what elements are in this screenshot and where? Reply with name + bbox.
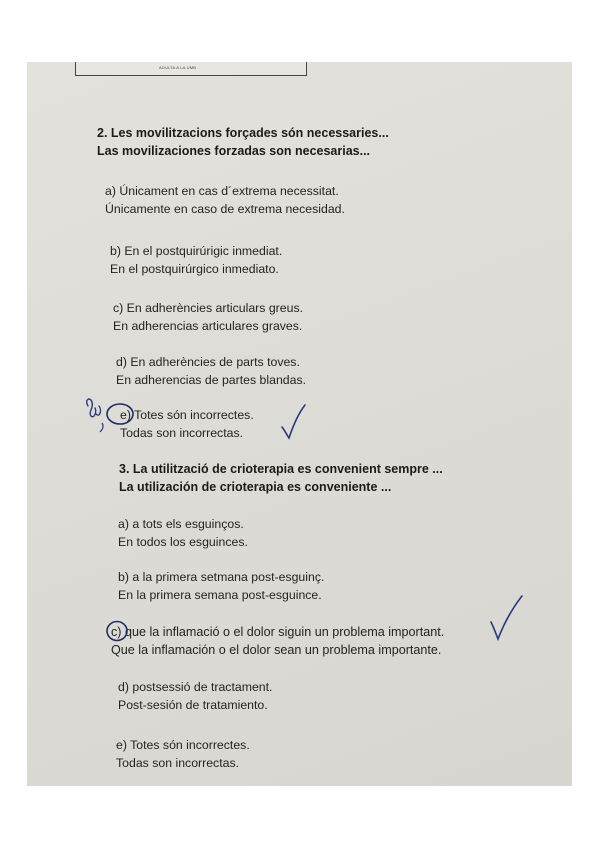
q3-option-d [118, 678, 272, 714]
q2-option-c [113, 299, 303, 335]
question-3-title-ca: 3. La utilització de crioterapia es convenient sempre ... [119, 462, 443, 476]
q3-option-a-es: En todos los esguinces. [118, 535, 248, 549]
q3-answer-circle [105, 619, 129, 643]
q2-option-a-es: Únicamente en caso de extrema necesidad. [105, 202, 345, 216]
q3-option-a-ca: a) a tots els esguinços. [118, 517, 244, 531]
q2-option-c-es: En adherencias articulares graves. [113, 319, 303, 333]
q3-option-e-es: Todas son incorrectas. [116, 756, 240, 770]
q2-option-d-es: En adherencias de partes blandas. [116, 373, 307, 387]
q2-option-b-es: En el postquirúrgico inmediato. [110, 262, 279, 276]
q3-option-b-es: En la primera semana post-esguince. [118, 588, 322, 602]
q3-option-c-ca: c) que la inflamació o el dolor siguin un problema important. [111, 625, 445, 639]
q3-option-b [118, 568, 324, 604]
q3-option-b-ca: b) a la primera setmana post-esguinç. [118, 570, 325, 584]
q2-option-d-ca: d) En adherències de parts toves. [116, 355, 300, 369]
q3-option-c-es: Que la inflamación o el dolor sean un problema importante. [111, 643, 442, 657]
q3-option-e-ca: e) Totes són incorrectes. [116, 738, 250, 752]
q2-option-b [110, 242, 282, 278]
q3-option-a [118, 515, 248, 551]
q3-option-c [111, 623, 444, 659]
q3-checkmark-icon [487, 592, 527, 642]
question-2-title [97, 124, 389, 160]
q2-option-a [105, 182, 345, 218]
q2-checkmark-icon [279, 402, 309, 442]
q2-option-a-ca: a) Únicament en cas d´extrema necessitat. [105, 184, 339, 198]
question-2-title-es: Las movilizaciones forzadas son necesarias... [97, 144, 371, 158]
q3-option-d-ca: d) postsessió de tractament. [118, 680, 273, 694]
q3-option-e [116, 736, 250, 772]
q2-option-b-ca: b) En el postquirúrigic inmediat. [110, 244, 283, 258]
q3-option-d-es: Post-sesión de tratamiento. [118, 698, 268, 712]
question-2-title-ca: 2. Les movilitzacions forçades són necessaries... [97, 126, 389, 140]
q2-option-e-ca: e) Totes són incorrectes. [120, 408, 254, 422]
q2-answer-circle [104, 400, 136, 428]
question-3-title [119, 460, 443, 496]
q2-option-c-ca: c) En adherències articulars greus. [113, 301, 304, 315]
q2-option-d [116, 353, 306, 389]
document-photo [27, 62, 572, 786]
header-strip-text: ADULTA A LA UMB [159, 65, 197, 70]
question-3-title-es: La utilización de crioterapia es conveniente ... [119, 480, 392, 494]
q2-option-e-es: Todas son incorrectas. [120, 426, 244, 440]
header-strip [75, 62, 307, 76]
